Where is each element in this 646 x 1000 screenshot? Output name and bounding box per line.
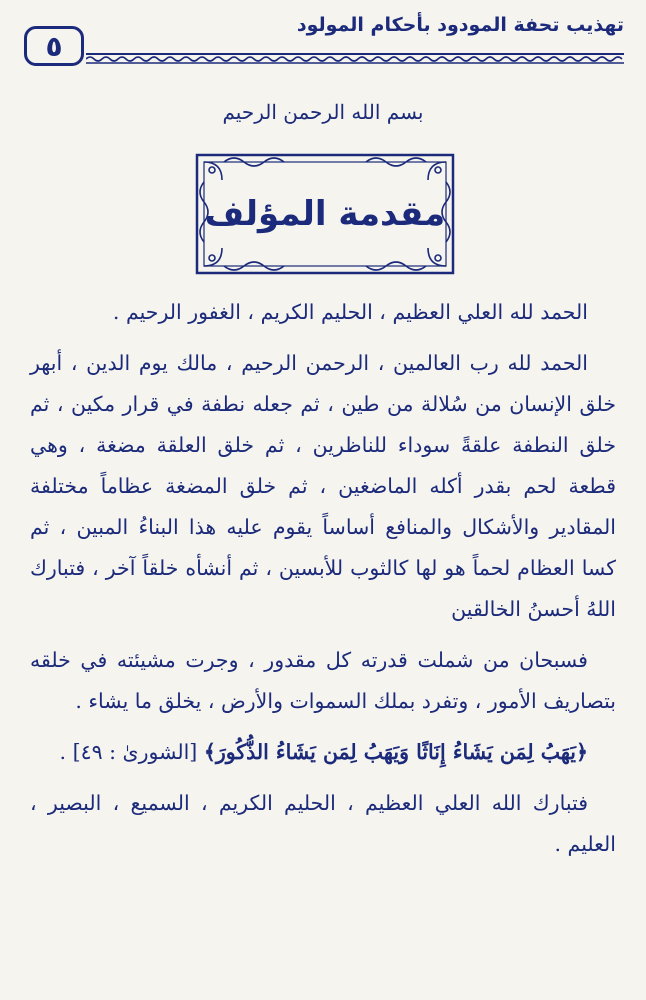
verse-reference: [الشورىٰ : ٤٩] . — [59, 740, 198, 764]
quran-verse — [30, 732, 616, 773]
paragraph: الحمد لله العلي العظيم ، الحليم الكريم ، الغفور الرحيم . — [112, 300, 588, 324]
section-title: مقدمة المؤلف — [204, 194, 446, 234]
verse-text: ﴿يَهَبُ لِمَن يَشَاءُ إِنَاثًا وَيَهَبُ لِمَن يَشَاءُ الذُّكُورَ﴾ — [203, 740, 588, 764]
basmala: بسم الله الرحمن الرحيم — [222, 100, 424, 124]
paragraph: فسبحان من شملت قدرته كل مقدور ، وجرت مشيئته في خلقه بتصاريف الأمور ، وتفرد بملك السموات والأرض ، يخلق ما يشاء . — [30, 648, 616, 713]
closing-paragraph: فتبارك الله العلي العظيم ، الحليم الكريم ، السميع ، البصير ، العليم . — [30, 791, 616, 856]
header-rule — [86, 52, 624, 64]
section-title-frame — [194, 152, 456, 276]
paragraph: الحمد لله رب العالمين ، الرحمن الرحيم ، مالك يوم الدين ، أبهر خلق الإنسان من سُلالة من طين ، ثم جعله نطفة في قرار مكين ، ثم خلق النطفة علقةً سوداء للناظرين ، ثم خلق العلقة مضغة ، وهي قطعة لحم بقدر أكله الماضغين ، ثم خلق المضغة عظاماً مختلفة المقادير والأشكال والمنافع أساساً يقوم عليه هذا البناءُ المبين ، ثم كسا العظام لحماً هو لها كالثوب للأبسين ، ثم أنشأه خلقاً آخر ، فتبارك اللهُ أحسنُ الخالقين — [30, 351, 616, 621]
running-title: تهذيب تحفة المودود بأحكام المولود — [296, 14, 624, 36]
body-text — [30, 292, 616, 875]
page-number: ٥ — [24, 26, 84, 66]
